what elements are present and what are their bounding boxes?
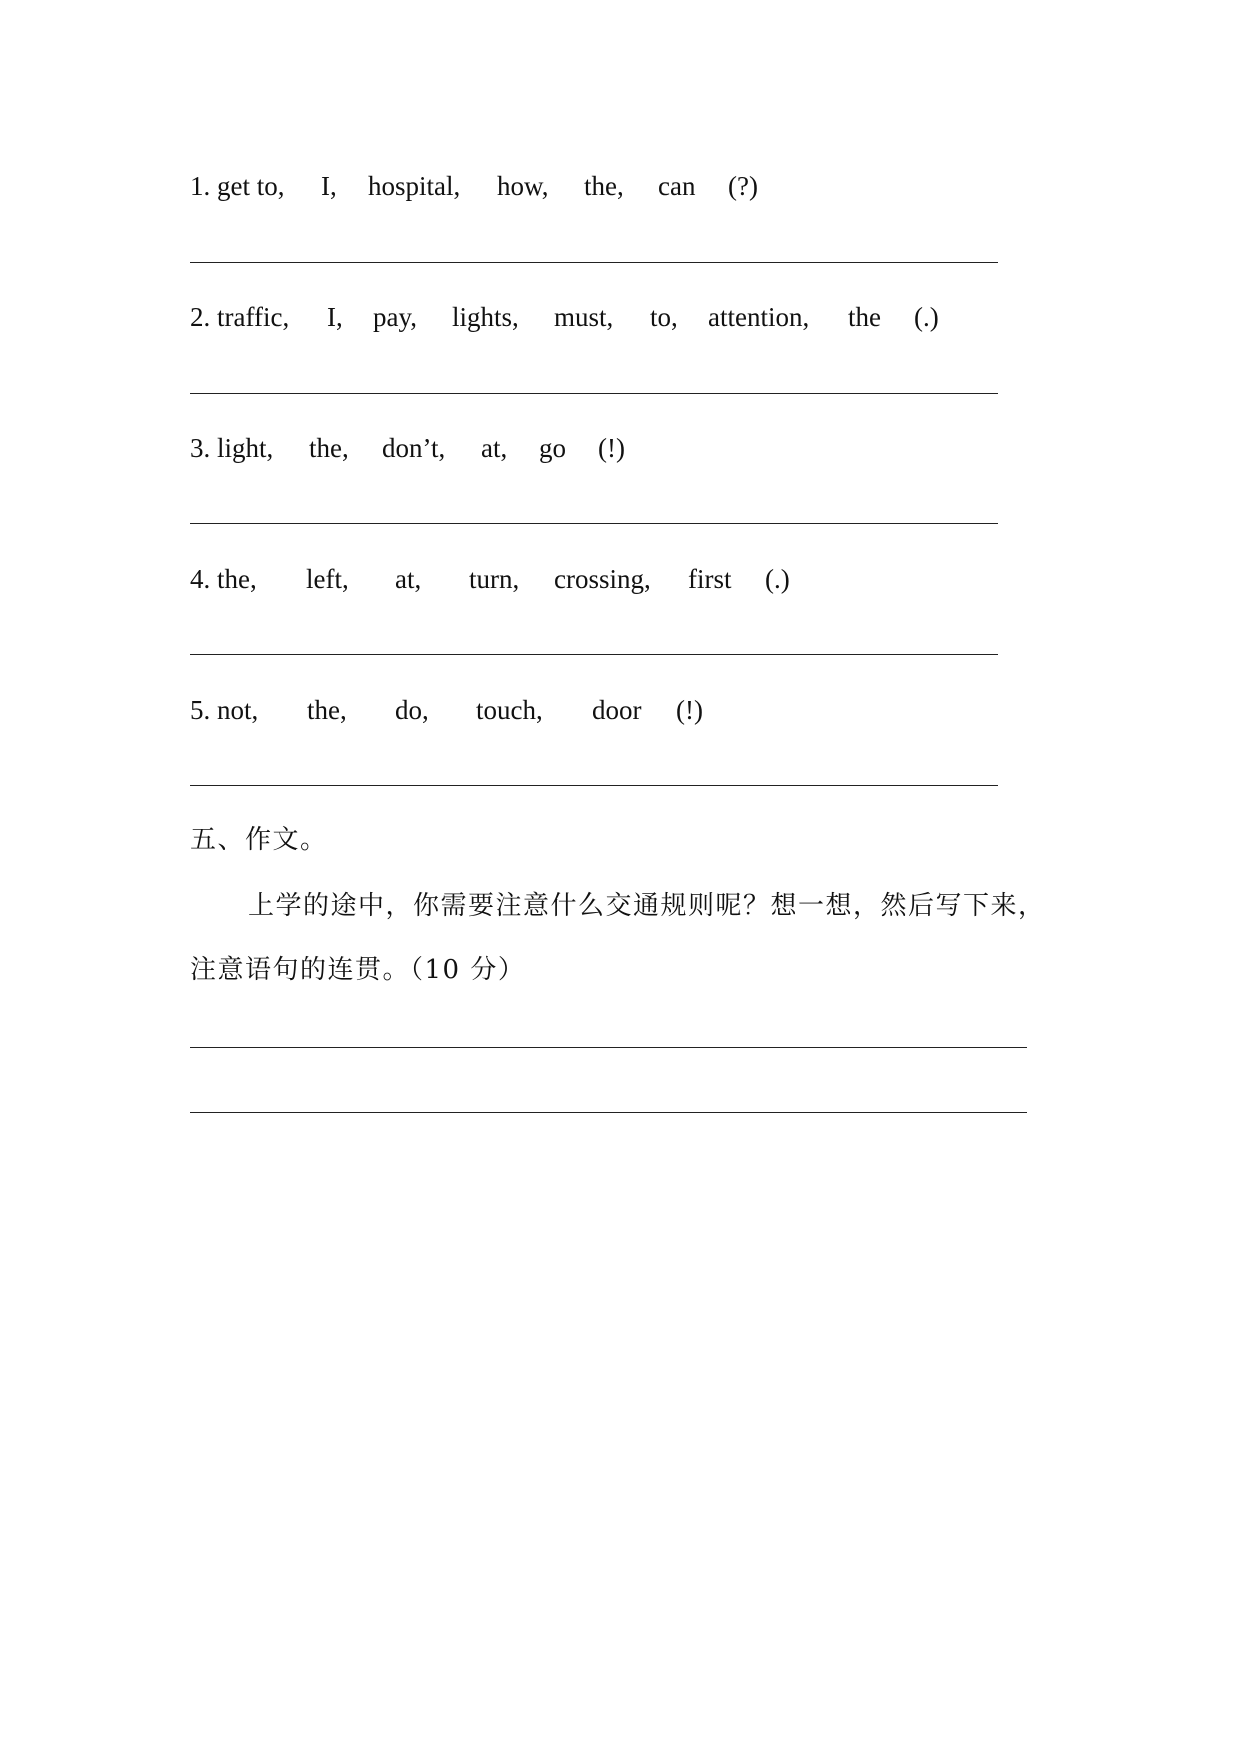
word-token: (.): [765, 564, 790, 594]
word-token: 5. not,: [190, 695, 259, 725]
word-token: first: [688, 564, 732, 594]
word-token: touch,: [476, 695, 543, 725]
answer-line: [190, 393, 998, 394]
section-heading: 五、作文。: [190, 825, 328, 855]
word-token: don’t,: [382, 433, 446, 463]
word-token: the: [848, 302, 881, 332]
answer-line: [190, 523, 998, 524]
word-token: at,: [395, 564, 422, 594]
answer-line: [190, 785, 998, 786]
word-token: I,: [327, 302, 343, 332]
word-token: 2. traffic,: [190, 302, 290, 332]
word-token: do,: [395, 695, 429, 725]
word-token: I,: [321, 171, 337, 201]
word-token: hospital,: [368, 171, 461, 201]
answer-line: [190, 1112, 1027, 1113]
word-token: the,: [309, 433, 349, 463]
prompt-line: 注意语句的连贯。（10 分）: [190, 955, 526, 985]
answer-line: [190, 1047, 1027, 1048]
word-token: lights,: [452, 302, 519, 332]
word-token: can: [658, 171, 696, 201]
word-token: 3. light,: [190, 433, 274, 463]
word-token: (!): [676, 695, 703, 725]
word-token: the,: [584, 171, 624, 201]
answer-line: [190, 654, 998, 655]
word-token: turn,: [469, 564, 520, 594]
answer-line: [190, 262, 998, 263]
word-token: at,: [481, 433, 508, 463]
word-token: (?): [728, 171, 758, 201]
word-token: 4. the,: [190, 564, 257, 594]
word-token: pay,: [373, 302, 417, 332]
word-token: (.): [914, 302, 939, 332]
word-token: 1. get to,: [190, 171, 285, 201]
word-token: attention,: [708, 302, 810, 332]
word-token: how,: [497, 171, 549, 201]
word-token: door: [592, 695, 642, 725]
word-token: go: [539, 433, 566, 463]
word-token: the,: [307, 695, 347, 725]
prompt-line: 上学的途中，你需要注意什么交通规则呢？想一想，然后写下来，: [248, 891, 1046, 921]
word-token: (!): [598, 433, 625, 463]
word-token: must,: [554, 302, 614, 332]
word-token: left,: [306, 564, 349, 594]
word-token: to,: [650, 302, 678, 332]
word-token: crossing,: [554, 564, 651, 594]
